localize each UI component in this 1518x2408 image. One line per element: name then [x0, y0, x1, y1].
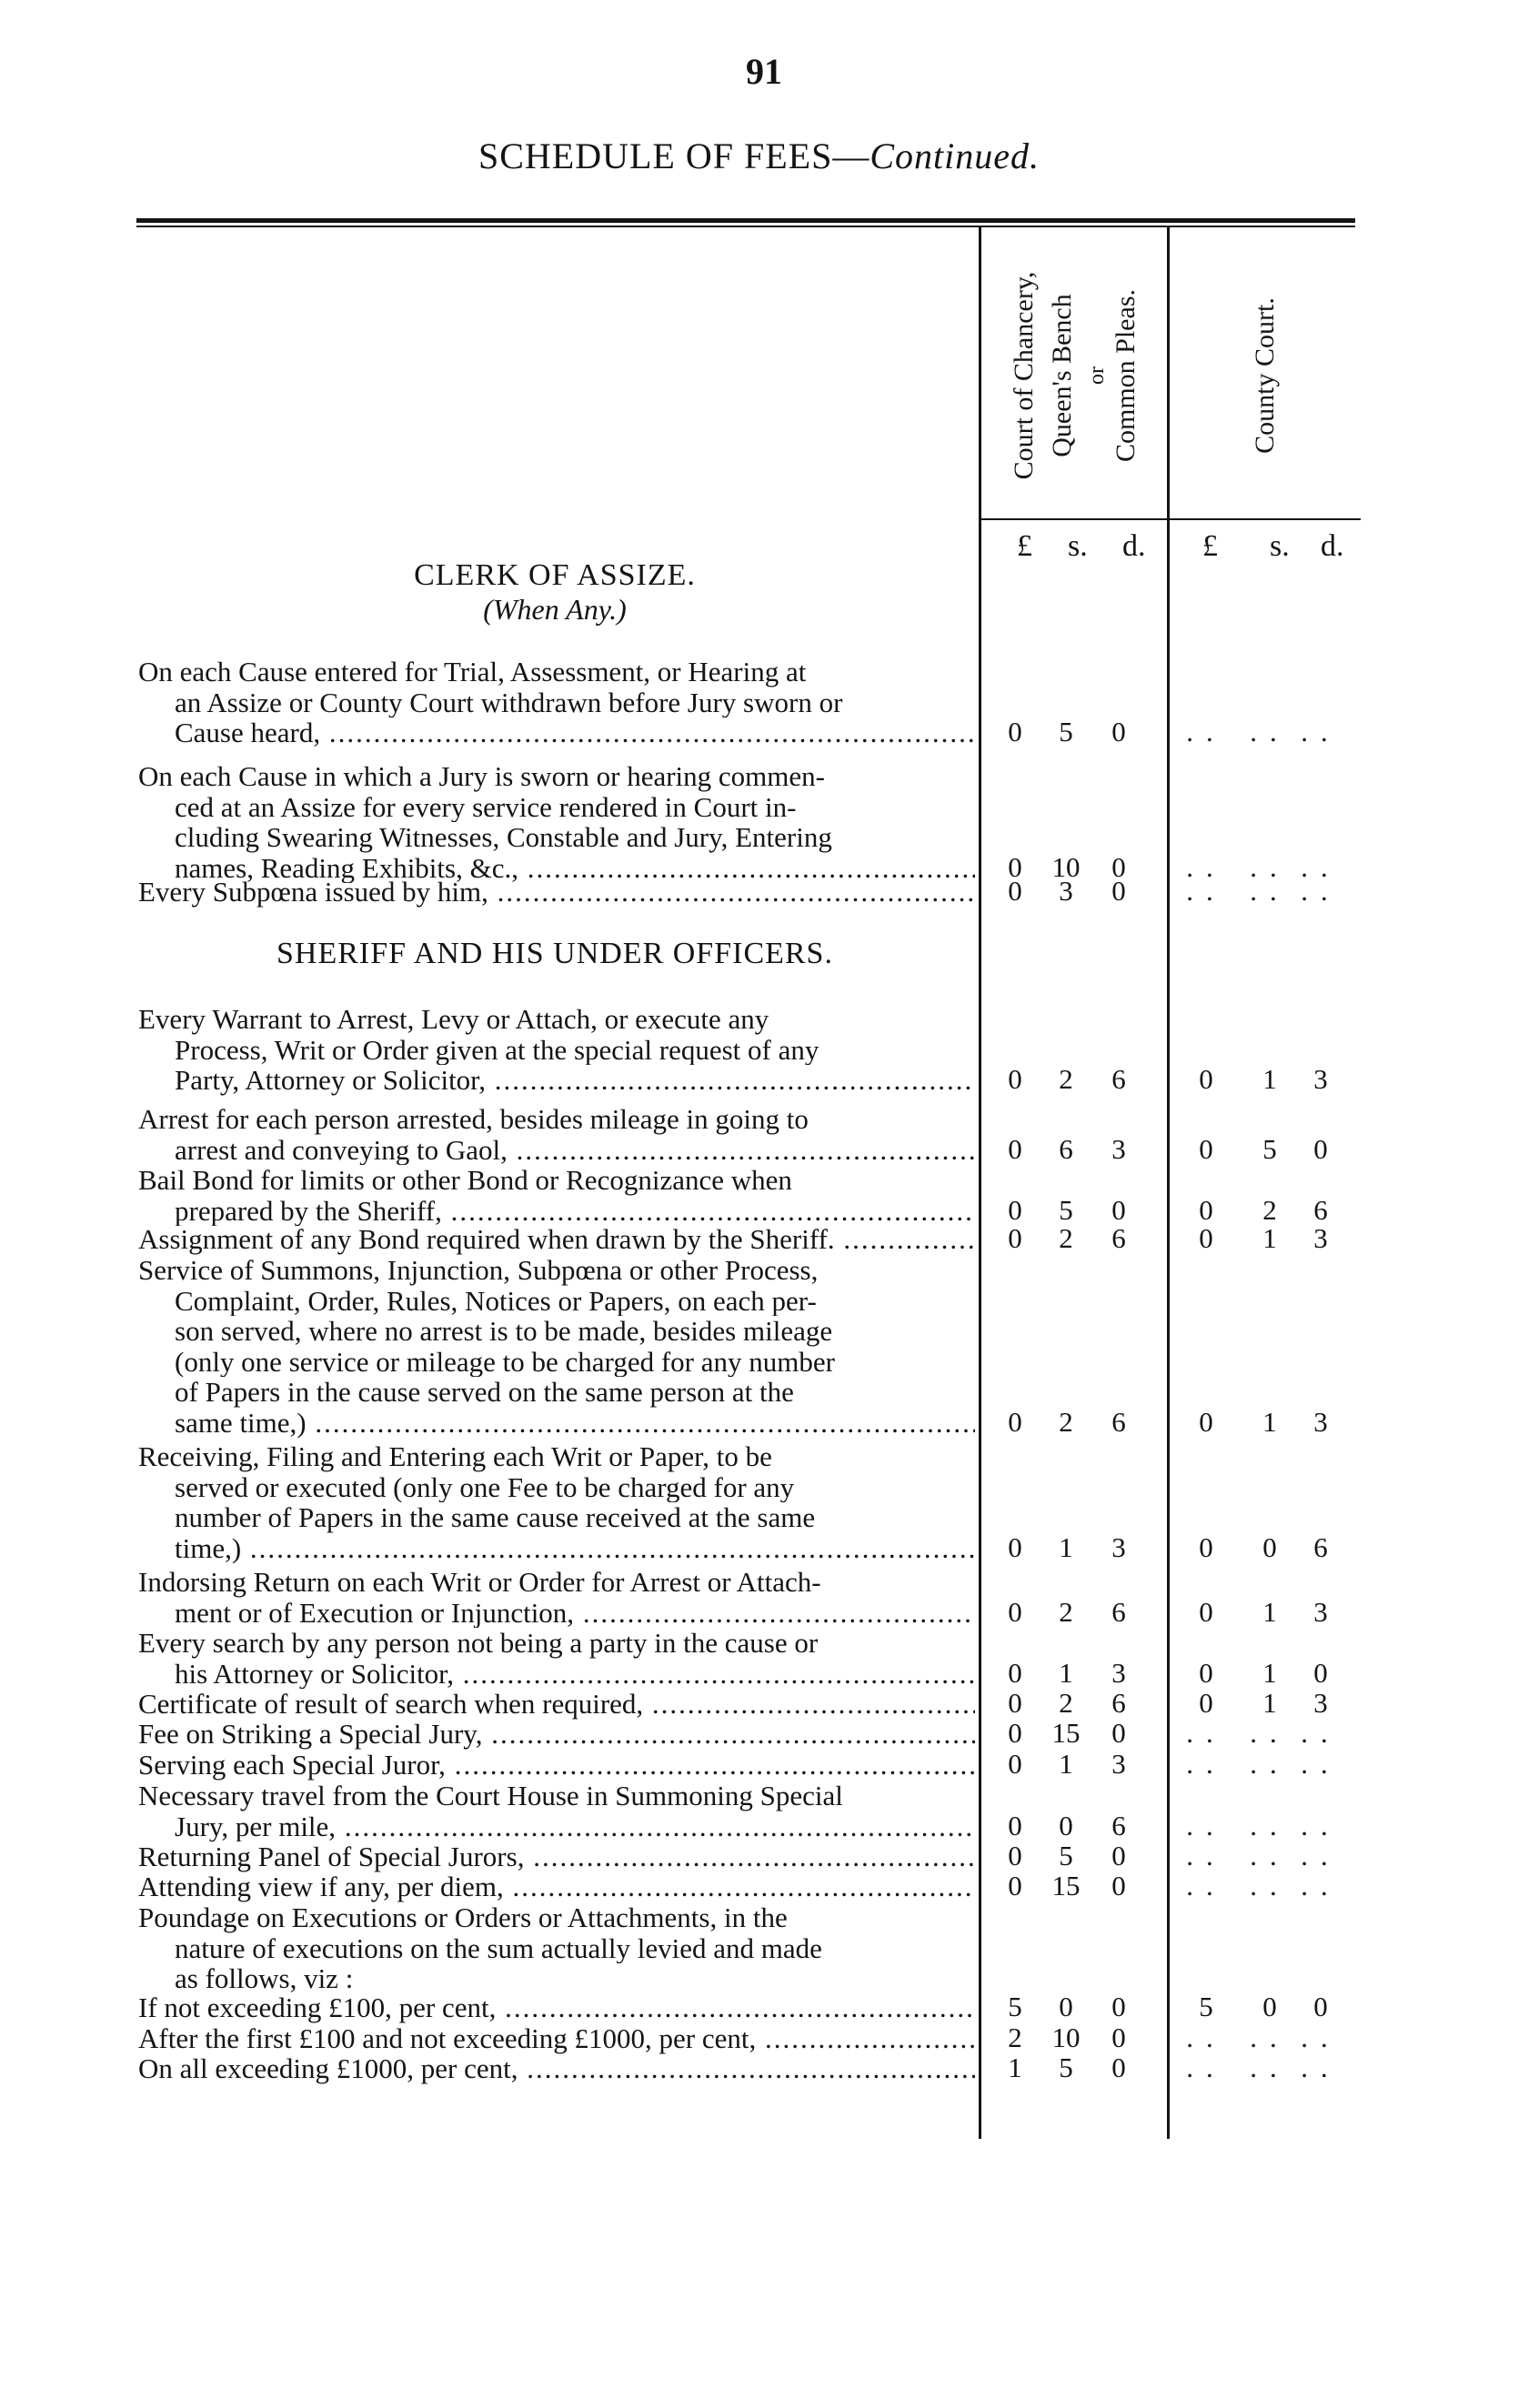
entry-text-line: (only one service or mileage to be charged for any number: [175, 1346, 835, 1377]
unit-pound: £: [1202, 529, 1218, 563]
superior-court-pounds: 0: [1008, 1595, 1022, 1628]
county-court-shillings: ..: [1250, 2022, 1290, 2053]
superior-court-pence: 6: [1111, 1222, 1126, 1254]
superior-court-shillings: 1: [1059, 1656, 1073, 1689]
county-court-pounds: 0: [1199, 1132, 1213, 1165]
county-court-shillings: 1: [1262, 1656, 1277, 1689]
superior-court-shillings: 0: [1059, 1991, 1073, 2022]
entry-text-line: Assignment of any Bond required when drawn by the Sheriff. .....: [138, 1224, 975, 1255]
superior-court-shillings: 2: [1059, 1687, 1073, 1719]
fee-entry: [138, 1871, 975, 1902]
fee-entry: [138, 761, 975, 883]
superior-court-pounds: 0: [1008, 850, 1022, 883]
superior-court-shillings: 5: [1059, 1840, 1073, 1871]
entry-text-line: names, Reading Exhibits, &c., .....: [138, 853, 975, 884]
column-divider-1: [979, 227, 981, 2139]
entry-text-line: On each Cause in which a Jury is sworn or hearing commen-: [138, 761, 825, 792]
superior-court-pounds: 5: [1008, 1991, 1022, 2022]
county-court-shillings: ..: [1250, 1748, 1290, 1780]
entry-text-line: prepared by the Sheriff, .....: [138, 1196, 975, 1227]
county-court-pence: 6: [1313, 1530, 1328, 1563]
superior-court-pence: 0: [1111, 2022, 1126, 2053]
entry-text-line: Fee on Striking a Special Jury, .....: [138, 1719, 975, 1750]
entry-text-line: Certificate of result of search when required, .....: [138, 1689, 975, 1720]
county-court-pounds: 0: [1199, 1530, 1213, 1563]
county-court-shillings: 1: [1262, 1595, 1277, 1628]
county-court-pence: ..: [1301, 1870, 1341, 1901]
entry-text-line: Every Subpœna issued by him, .....: [138, 877, 975, 908]
entry-text-line: time,) .....: [138, 1533, 975, 1564]
superior-court-shillings: 5: [1059, 716, 1073, 747]
entry-text-line: son served, where no arrest is to be made, besides mileage: [175, 1316, 833, 1347]
superior-court-pounds: 0: [1008, 1222, 1022, 1254]
entry-text-line: of Papers in the cause served on the same person at the: [175, 1377, 794, 1408]
county-court-shillings: ..: [1250, 1717, 1290, 1749]
header-line: Common Pleas.: [1111, 289, 1141, 463]
entry-text-line: Attending view if any, per diem, .....: [138, 1871, 975, 1902]
county-court-pence: 6: [1313, 1193, 1328, 1226]
county-court-pence: 0: [1313, 1656, 1328, 1689]
county-court-shillings: 0: [1262, 1530, 1277, 1563]
superior-court-pence: 6: [1111, 1595, 1126, 1628]
entry-text-line: Party, Attorney or Solicitor, .....: [138, 1065, 975, 1096]
entry-text-line: his Attorney or Solicitor, .....: [138, 1659, 975, 1690]
superior-court-shillings: 15: [1051, 1717, 1081, 1749]
page-title: [0, 135, 1518, 177]
county-court-shillings: 1: [1262, 1222, 1277, 1254]
fee-entry: [138, 1004, 975, 1096]
superior-court-pence: 0: [1111, 1840, 1126, 1871]
entry-text-line: number of Papers in the same cause received at the same: [175, 1502, 816, 1533]
entry-text-line: Every Warrant to Arrest, Levy or Attach, or execute any: [138, 1004, 769, 1035]
fee-entry: [138, 1719, 975, 1750]
county-court-pence: 0: [1313, 1132, 1328, 1165]
page-number: 91: [746, 51, 782, 92]
fee-entry: [138, 1992, 975, 2023]
fee-entry: [138, 1781, 975, 1841]
county-court-pence: ..: [1301, 1717, 1341, 1749]
superior-court-pence: 6: [1111, 1809, 1126, 1841]
entry-text-line: cluding Swearing Witnesses, Constable and Jury, Entering: [175, 822, 832, 853]
unit-pence: d.: [1321, 529, 1344, 563]
county-court-pence: ..: [1301, 1840, 1341, 1871]
fee-entry: [138, 877, 975, 908]
superior-court-pounds: 0: [1008, 875, 1022, 907]
header-line: or: [1085, 366, 1109, 385]
county-court-pounds: 0: [1199, 1595, 1213, 1628]
county-court-pence: 3: [1313, 1222, 1328, 1254]
section-sub-clerk: (When Any.): [483, 593, 627, 626]
section-heading-sheriff: SHERIFF AND HIS UNDER OFFICERS.: [276, 937, 833, 970]
county-court-shillings: 1: [1262, 1687, 1277, 1719]
entry-text-line: Service of Summons, Injunction, Subpœna or other Process,: [138, 1255, 819, 1286]
unit-shilling: s.: [1068, 529, 1088, 563]
entry-text-line: If not exceeding £100, per cent, .....: [138, 1992, 975, 2023]
superior-court-shillings: 10: [1051, 2022, 1081, 2053]
superior-court-pounds: 0: [1008, 1687, 1022, 1719]
superior-court-pounds: 0: [1008, 1717, 1022, 1749]
county-court-pounds: 0: [1199, 1222, 1213, 1254]
fee-entry: [138, 1689, 975, 1720]
county-court-pence: ..: [1301, 875, 1341, 907]
entry-text-line: same time,) .....: [138, 1408, 975, 1439]
county-court-pounds: ..: [1186, 1809, 1226, 1841]
header-line: Court of Chancery,: [1009, 271, 1039, 480]
county-court-pence: 3: [1313, 1595, 1328, 1628]
superior-court-pounds: 0: [1008, 1193, 1022, 1226]
county-court-pence: 3: [1313, 1063, 1328, 1095]
county-court-shillings: ..: [1250, 1870, 1290, 1901]
entry-text-line: Every search by any person not being a party in the cause or: [138, 1628, 819, 1659]
county-court-pence: 3: [1313, 1687, 1328, 1719]
superior-court-pence: 3: [1111, 1530, 1126, 1563]
county-court-pounds: ..: [1186, 1840, 1226, 1871]
county-court-pounds: ..: [1186, 850, 1226, 883]
county-court-pence: ..: [1301, 1809, 1341, 1841]
county-court-shillings: ..: [1250, 850, 1290, 883]
county-court-pounds: ..: [1186, 1748, 1226, 1780]
entry-text-line: On each Cause entered for Trial, Assessment, or Hearing at: [138, 657, 807, 687]
county-court-shillings: 1: [1262, 1405, 1277, 1438]
county-court-pence: ..: [1301, 2052, 1341, 2083]
header-line: County Court.: [1250, 297, 1280, 454]
county-court-shillings: ..: [1250, 716, 1290, 747]
superior-court-pence: 0: [1111, 1870, 1126, 1901]
superior-court-pence: 0: [1111, 1717, 1126, 1749]
county-court-pounds: 5: [1199, 1991, 1213, 2022]
county-court-pounds: 0: [1199, 1405, 1213, 1438]
superior-court-shillings: 1: [1059, 1530, 1073, 1563]
superior-court-pounds: 0: [1008, 1063, 1022, 1095]
header-rule-county: [1170, 518, 1361, 520]
superior-court-shillings: 3: [1059, 875, 1073, 907]
entry-text-line: Cause heard, .....: [138, 717, 975, 748]
entry-text-line: ced at an Assize for every service rendered in Court in-: [175, 791, 797, 822]
superior-court-pence: 6: [1111, 1405, 1126, 1438]
entry-text-line: Receiving, Filing and Entering each Writ or Paper, to be: [138, 1441, 772, 1472]
entry-text-line: nature of executions on the sum actually levied and made: [175, 1932, 822, 1963]
header-superior-courts-b: [1087, 235, 1145, 517]
county-court-pounds: ..: [1186, 1717, 1226, 1749]
superior-court-pounds: 0: [1008, 1530, 1022, 1563]
superior-court-pounds: 0: [1008, 1870, 1022, 1901]
superior-court-shillings: 6: [1059, 1132, 1073, 1165]
county-court-pounds: 0: [1199, 1193, 1213, 1226]
entry-text-line: Indorsing Return on each Writ or Order for Arrest or Attach-: [138, 1567, 821, 1598]
unit-pound: £: [1017, 529, 1032, 563]
fee-entry: [138, 657, 975, 748]
entry-text-line: arrest and conveying to Gaol, .....: [138, 1135, 975, 1166]
title-main: SCHEDULE OF FEES—: [478, 135, 870, 176]
fee-entry: [138, 1841, 975, 1872]
county-court-shillings: 0: [1262, 1991, 1277, 2022]
superior-court-pence: 0: [1111, 2052, 1126, 2083]
superior-court-pence: 0: [1111, 850, 1126, 883]
county-court-pounds: ..: [1186, 1870, 1226, 1901]
superior-court-shillings: 1: [1059, 1748, 1073, 1780]
superior-court-shillings: 5: [1059, 1193, 1073, 1226]
superior-court-pence: 3: [1111, 1132, 1126, 1165]
superior-court-pounds: 2: [1008, 2022, 1022, 2053]
county-court-pounds: 0: [1199, 1656, 1213, 1689]
fee-entry: [138, 1902, 975, 1994]
county-court-shillings: 2: [1262, 1193, 1277, 1226]
superior-court-pounds: 0: [1008, 1748, 1022, 1780]
entry-text-line: Necessary travel from the Court House in Summoning Special: [138, 1781, 843, 1811]
superior-court-pence: 0: [1111, 1991, 1126, 2022]
superior-court-shillings: 10: [1051, 850, 1081, 883]
entry-text-line: ment or of Execution or Injunction, .....: [138, 1598, 975, 1629]
county-court-pence: ..: [1301, 850, 1341, 883]
superior-court-shillings: 15: [1051, 1870, 1081, 1901]
superior-court-pence: 3: [1111, 1748, 1126, 1780]
superior-court-pence: 0: [1111, 1193, 1126, 1226]
fee-entry: [138, 2023, 975, 2054]
superior-court-pence: 6: [1111, 1063, 1126, 1095]
county-court-pence: ..: [1301, 716, 1341, 747]
superior-court-pounds: 0: [1008, 1405, 1022, 1438]
county-court-pence: ..: [1301, 2022, 1341, 2053]
entry-text-line: Poundage on Executions or Orders or Attachments, in the: [138, 1902, 788, 1933]
entry-text-line: On all exceeding £1000, per cent, .....: [138, 2053, 975, 2084]
superior-court-pounds: 0: [1008, 1656, 1022, 1689]
county-court-pounds: ..: [1186, 716, 1226, 747]
unit-shilling: s.: [1270, 529, 1290, 563]
entry-text-line: as follows, viz :: [175, 1963, 354, 1994]
fee-entry: [138, 1441, 975, 1563]
superior-court-pence: 6: [1111, 1687, 1126, 1719]
entry-text-line: Complaint, Order, Rules, Notices or Papers, on each per-: [175, 1285, 817, 1316]
county-court-pounds: 0: [1199, 1063, 1213, 1095]
county-court-shillings: 1: [1262, 1063, 1277, 1095]
county-court-pence: 3: [1313, 1405, 1328, 1438]
unit-pence: d.: [1122, 529, 1146, 563]
section-heading-clerk: CLERK OF ASSIZE.: [414, 558, 696, 592]
header-county-court: [1246, 235, 1284, 517]
superior-court-pounds: 0: [1008, 716, 1022, 747]
entry-text-line: Process, Writ or Order given at the special request of any: [175, 1034, 819, 1065]
entry-text-line: Jury, per mile, .....: [138, 1811, 975, 1842]
superior-court-pounds: 0: [1008, 1840, 1022, 1871]
header-line: Queen's Bench: [1047, 294, 1077, 457]
superior-court-pounds: 1: [1008, 2052, 1022, 2083]
superior-court-shillings: 2: [1059, 1222, 1073, 1254]
superior-court-shillings: 0: [1059, 1809, 1073, 1841]
superior-court-pence: 0: [1111, 716, 1126, 747]
fee-entry: [138, 1628, 975, 1689]
entry-text-line: Arrest for each person arrested, besides mileage in going to: [138, 1104, 809, 1135]
county-court-pounds: ..: [1186, 875, 1226, 907]
fee-entry: [138, 1255, 975, 1438]
county-court-shillings: 5: [1262, 1132, 1277, 1165]
column-divider-2: [1167, 227, 1170, 2139]
entry-text-line: served or executed (only one Fee to be charged for any: [175, 1471, 795, 1502]
fee-entry: [138, 1567, 975, 1628]
county-court-pounds: ..: [1186, 2022, 1226, 2053]
fee-entry: [138, 2053, 975, 2084]
county-court-pence: 0: [1313, 1991, 1328, 2022]
entry-text-line: Returning Panel of Special Jurors, .....: [138, 1841, 975, 1872]
superior-court-shillings: 2: [1059, 1405, 1073, 1438]
county-court-shillings: ..: [1250, 875, 1290, 907]
county-court-shillings: ..: [1250, 1840, 1290, 1871]
county-court-pence: ..: [1301, 1748, 1341, 1780]
superior-court-shillings: 2: [1059, 1063, 1073, 1095]
superior-court-pence: 0: [1111, 875, 1126, 907]
fee-entry: [138, 1224, 975, 1255]
superior-court-pence: 3: [1111, 1656, 1126, 1689]
superior-court-shillings: 5: [1059, 2052, 1073, 2083]
top-rule-thin: [136, 226, 1355, 227]
superior-court-pounds: 0: [1008, 1132, 1022, 1165]
entry-text-line: After the first £100 and not exceeding £1000, per cent, .....: [138, 2023, 975, 2054]
header-superior-courts: [1005, 235, 1081, 517]
county-court-shillings: ..: [1250, 2052, 1290, 2083]
fee-entry: [138, 1104, 975, 1165]
superior-court-shillings: 2: [1059, 1595, 1073, 1628]
county-court-pounds: 0: [1199, 1687, 1213, 1719]
title-continued: Continued.: [870, 135, 1040, 176]
entry-text-line: Bail Bond for limits or other Bond or Recognizance when: [138, 1165, 792, 1196]
entry-text-line: an Assize or County Court withdrawn before Jury sworn or: [175, 687, 843, 717]
fee-entry: [138, 1165, 975, 1226]
top-rule: [136, 218, 1355, 223]
superior-court-pounds: 0: [1008, 1809, 1022, 1841]
county-court-shillings: ..: [1250, 1809, 1290, 1841]
header-rule-superior: [981, 518, 1167, 520]
entry-text-line: Serving each Special Juror, .....: [138, 1750, 975, 1781]
county-court-pounds: ..: [1186, 2052, 1226, 2083]
fee-entry: [138, 1750, 975, 1781]
